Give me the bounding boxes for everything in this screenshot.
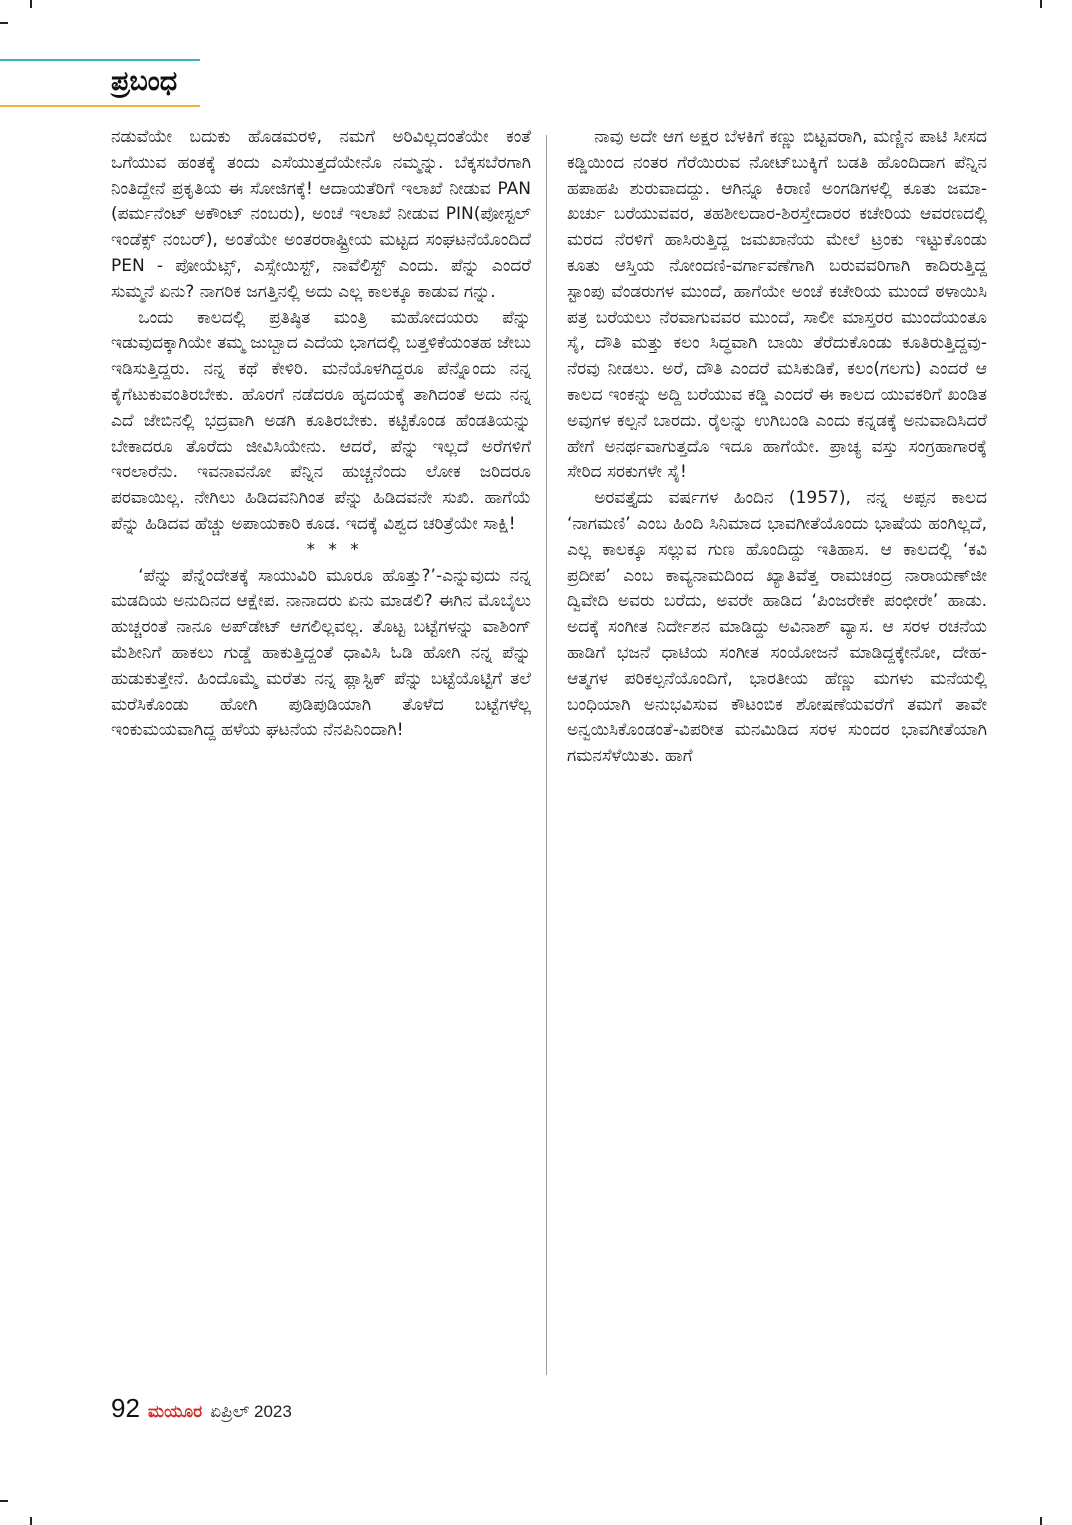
crop-mark (0, 1500, 8, 1502)
article-paragraph: ‘ಪೆನ್ನು ಪೆನ್ನೆಂದೇತಕ್ಕೆ ಸಾಯುವಿರಿ ಮೂರೂ ಹೊತ್ತು?’-ಎನ್ನುವುದು ನನ್ನ ಮಡದಿಯ ಅನುದಿನದ ಆಕ್ಷೇಪ. ನಾನಾದರು ಏನು ಮಾಡಲಿ? ಈಗಿನ ಮೊಬೈಲು ಹುಚ್ಚರಂತೆ ನಾನೂ ಅಪ್‌ಡೇಟ್ ಆಗಲಿಲ್ಲವಲ್ಲ. ತೊಟ್ಟ ಬಟ್ಟೆಗಳನ್ನು ವಾಶಿಂಗ್ ಮೆಶೀನಿಗೆ ಹಾಕಲು ಗುಡ್ಡೆ ಹಾಕುತ್ತಿದ್ದಂತೆ ಧಾವಿಸಿ ಓಡಿ ಹೋಗಿ ನನ್ನ ಪೆನ್ನು ಹುಡುಕುತ್ತೇನೆ. ಹಿಂದೊಮ್ಮೆ ಮರೆತು ನನ್ನ ಪ್ಲಾಸ್ಟಿಕ್ ಪೆನ್ನು ಬಟ್ಟೆಯೊಟ್ಟಿಗೆ ತಲೆ ಮರೆಸಿಕೊಂಡು ಹೋಗಿ ಪುಡಿಪುಡಿಯಾಗಿ ತೊಳೆದ ಬಟ್ಟೆಗಳೆಲ್ಲ ಇಂಕುಮಯವಾಗಿದ್ದ ಹಳೆಯ ಘಟನೆಯ ನೆನಪಿನಿಂದಾಗಿ! (111, 565, 531, 741)
page-footer (111, 1393, 292, 1433)
header-rule-bottom (0, 105, 200, 107)
crop-mark (30, 0, 32, 8)
crop-mark (1040, 0, 1042, 8)
section-header (0, 55, 205, 115)
article-paragraph: ನಾವು ಅದೇ ಆಗ ಅಕ್ಷರ ಬೆಳಕಿಗೆ ಕಣ್ಣು ಬಿಟ್ಟವರಾಗಿ, ಮಣ್ಣಿನ ಪಾಟಿ ಸೀಸದ ಕಡ್ಡಿಯಿಂದ ನಂತರ ಗೆರೆಯಿರುವ ನೋಟ್‌ಬುಕ್ಕಿಗೆ ಬಡತಿ ಹೊಂದಿದಾಗ ಪೆನ್ನಿನ ಹಪಾಹಪಿ ಶುರುವಾದದ್ದು. ಆಗಿನ್ನೂ ಕಿರಾಣಿ ಅಂಗಡಿಗಳಲ್ಲಿ ಕೂತು ಜಮಾ-ಖರ್ಚು ಬರೆಯುವವರ, ತಹಶೀಲದಾರ-ಶಿರಸ್ತೇದಾರರ ಕಚೇರಿಯ ಆವರಣದಲ್ಲಿ ಮರದ ನೆರಳಿಗೆ ಹಾಸಿರುತ್ತಿದ್ದ ಜಮಖಾನೆಯ ಮೇಲೆ ಟ್ರಂಕು ಇಟ್ಟುಕೊಂಡು ಕೂತು ಆಸ್ತಿಯ ನೋಂದಣಿ-ವರ್ಗಾವಣೆಗಾಗಿ ಬರುವವರಿಗಾಗಿ ಕಾದಿರುತ್ತಿದ್ದ ಸ್ಟಾಂಪು ವೆಂಡರುಗಳ ಮುಂದೆ, ಹಾಗೆಯೇ ಅಂಚೆ ಕಚೇರಿಯ ಮುಂದೆ ಠಳಾಯಿಸಿ ಪತ್ರ ಬರೆಯಲು ನೆರವಾಗುವವರ ಮುಂದೆ, ಸಾಲೀ ಮಾಸ್ತರರ ಮುಂದೆಯಂತೂ ಸೈ, ದೌತಿ ಮತ್ತು ಕಲಂ ಸಿದ್ಧವಾಗಿ ಬಾಯಿ ತೆರೆದುಕೊಂಡು ಕೂತಿರುತ್ತಿದ್ದವು-ನೆರವು ನೀಡಲು. ಅರೆ, ದೌತಿ ಎಂದರೆ ಮಸಿಕುಡಿಕೆ, ಕಲಂ(ಗಲಗು) ಎಂದರೆ ಆ ಕಾಲದ ಇಂಕನ್ನು ಅದ್ದಿ ಬರೆಯುವ ಕಡ್ಡಿ ಎಂದರೆ ಈ ಕಾಲದ ಯುವಕರಿಗೆ ಖಂಡಿತ ಅವುಗಳ ಕಲ್ಪನೆ ಬಾರದು. ರೈಲನ್ನು ಉಗಿಬಂಡಿ ಎಂದು ಕನ್ನಡಕ್ಕೆ ಅನುವಾದಿಸಿದರೆ ಹೇಗೆ ಅನರ್ಥವಾಗುತ್ತದೊ ಇದೂ ಹಾಗೆಯೇ. ಪ್ರಾಚ್ಯ ವಸ್ತು ಸಂಗ್ರಹಾಗಾರಕ್ಕೆ ಸೇರಿದ ಸರಕುಗಳೇ ಸೈ! (567, 127, 987, 483)
crop-mark (30, 1517, 32, 1525)
article-column-right (567, 125, 987, 1390)
crop-mark (0, 22, 8, 24)
article-paragraph: ಒಂದು ಕಾಲದಲ್ಲಿ ಪ್ರತಿಷ್ಠಿತ ಮಂತ್ರಿ ಮಹೋದಯರು ಪೆನ್ನು ಇಡುವುದಕ್ಕಾಗಿಯೇ ತಮ್ಮ ಜುಬ್ಬಾದ ಎದೆಯ ಭಾಗದಲ್ಲಿ ಬತ್ತಳಿಕೆಯಂತಹ ಜೇಬು ಇಡಿಸುತ್ತಿದ್ದರು. ನನ್ನ ಕಥೆ ಕೇಳಿರಿ. ಮನೆಯೊಳಗಿದ್ದರೂ ಪೆನ್ನೊಂದು ನನ್ನ ಕೈಗೆಟುಕುವಂತಿರಬೇಕು. ಹೊರಗೆ ನಡೆದರೂ ಹೃದಯಕ್ಕೆ ತಾಗಿದಂತೆ ಅದು ನನ್ನ ಎದೆ ಜೇಬಿನಲ್ಲಿ ಭದ್ರವಾಗಿ ಅಡಗಿ ಕೂತಿರಬೇಕು. ಕಟ್ಟಿಕೊಂಡ ಹೆಂಡತಿಯನ್ನು ಬೇಕಾದರೂ ತೊರೆದು ಜೀವಿಸಿಯೇನು. ಆದರೆ, ಪೆನ್ನು ಇಲ್ಲದೆ ಅರೆಗಳಿಗೆ ಇರಲಾರೆನು. ಇವನಾವನೋ ಪೆನ್ನಿನ ಹುಚ್ಚನೆಂದು ಲೋಕ ಜರಿದರೂ ಪರವಾಯಿಲ್ಲ. ನೇಗಿಲು ಹಿಡಿದವನಿಗಿಂತ ಪೆನ್ನು ಹಿಡಿದವನೇ ಸುಖಿ. ಹಾಗೆಯೆ ಪೆನ್ನು ಹಿಡಿದವ ಹೆಚ್ಚು ಅಪಾಯಕಾರಿ ಕೂಡ. ಇದಕ್ಕೆ ವಿಶ್ವದ ಚರಿತ್ರೆಯೇ ಸಾಕ್ಷಿ! (111, 307, 531, 534)
crop-mark (1040, 1517, 1042, 1525)
magazine-logo: ಮಯೂರ (147, 1402, 203, 1422)
article-column-left (111, 125, 531, 1390)
issue-date: ಏಪ್ರಿಲ್ 2023 (210, 1402, 292, 1421)
section-title: ಪ್ರಬಂಧ (111, 66, 178, 97)
header-rule-top (0, 59, 200, 61)
column-divider (546, 135, 547, 1375)
section-separator: * * * (306, 539, 363, 560)
article-paragraph: ಅರವತ್ತೈದು ವರ್ಷಗಳ ಹಿಂದಿನ (1957), ನನ್ನ ಅಪ್ಪನ ಕಾಲದ ‘ನಾಗಮಣಿ’ ಎಂಬ ಹಿಂದಿ ಸಿನಿಮಾದ ಭಾವಗೀತೆಯೊಂದು ಭಾಷೆಯ ಹಂಗಿಲ್ಲದೆ, ಎಲ್ಲ ಕಾಲಕ್ಕೂ ಸಲ್ಲುವ ಗುಣ ಹೊಂದಿದ್ದು ಇತಿಹಾಸ. ಆ ಕಾಲದಲ್ಲಿ ‘ಕವಿ ಪ್ರದೀಪ’ ಎಂಬ ಕಾವ್ಯನಾಮದಿಂದ ಖ್ಯಾತಿವೆತ್ತ ರಾಮಚಂದ್ರ ನಾರಾಯಣ್‌ಜೀ ದ್ವಿವೇದಿ ಅವರು ಬರೆದು, ಅವರೇ ಹಾಡಿದ ‘ಪಿಂಜರೇಕೇ ಪಂಛೀರೇ’ ಹಾಡು. ಅದಕ್ಕೆ ಸಂಗೀತ ನಿರ್ದೇಶನ ಮಾಡಿದ್ದು ಅವಿನಾಶ್ ವ್ಯಾಸ. ಆ ಸರಳ ರಚನೆಯ ಹಾಡಿಗೆ ಭಜನೆ ಧಾಟಿಯ ಸಂಗೀತ ಸಂಯೋಜನೆ ಮಾಡಿದ್ದಕ್ಕೇನೋ, ದೇಹ-ಆತ್ಮಗಳ ಪರಿಕಲ್ಪನೆಯೊಂದಿಗೆ, ಭಾರತೀಯ ಹೆಣ್ಣು ಮಗಳು ಮನೆಯಲ್ಲಿ ಬಂಧಿಯಾಗಿ ಅನುಭವಿಸುವ ಕೌಟಂಬಿಕ ಶೋಷಣೆಯವರೆಗೆ ತಮಗೆ ತಾವೇ ಅನ್ವಯಿಸಿಕೊಂಡಂತೆ-ವಿಪರೀತ ಮನಮಿಡಿದ ಸರಳ ಸುಂದರ ಭಾವಗೀತೆಯಾಗಿ ಗಮನಸೆಳೆಯಿತು. ಹಾಗೆ (567, 488, 987, 767)
article-paragraph: ನಡುವೆಯೇ ಬದುಕು ಹೊಡಮರಳಿ, ನಮಗೆ ಅರಿವಿಲ್ಲದಂತೆಯೇ ಕಂತೆ ಒಗೆಯುವ ಹಂತಕ್ಕೆ ತಂದು ಎಸೆಯುತ್ತದೆಯೇನೊ ನಮ್ಮನ್ನು. ಬೆಕ್ಕಸಬೆರಗಾಗಿ ನಿಂತಿದ್ದೇನೆ ಪ್ರಕೃತಿಯ ಈ ಸೋಜಿಗಕ್ಕೆ! ಆದಾಯತೆರಿಗೆ ಇಲಾಖೆ ನೀಡುವ PAN (ಪರ್ಮನೆಂಟ್ ಅಕೌಂಟ್ ನಂಬರು), ಅಂಚೆ ಇಲಾಖೆ ನೀಡುವ PIN(ಪೋಸ್ಟಲ್ ಇಂಡೆಕ್ಸ್ ನಂಬರ್), ಅಂತೆಯೇ ಅಂತರರಾಷ್ಟ್ರೀಯ ಮಟ್ಟದ ಸಂಘಟನೆಯೊಂದಿದೆ PEN - ಪೋಯೆಟ್ಸ್, ಎಸ್ಸೇಯಿಸ್ಟ್, ನಾವೆಲಿಸ್ಟ್ ಎಂದು. ಪೆನ್ನು ಎಂದರೆ ಸುಮ್ಮನೆ ಏನು? ನಾಗರಿಕ ಜಗತ್ತಿನಲ್ಲಿ ಅದು ಎಲ್ಲ ಕಾಲಕ್ಕೂ ಕಾಡುವ ಗನ್ನು. (111, 127, 531, 302)
page-number: 92 (111, 1393, 140, 1423)
